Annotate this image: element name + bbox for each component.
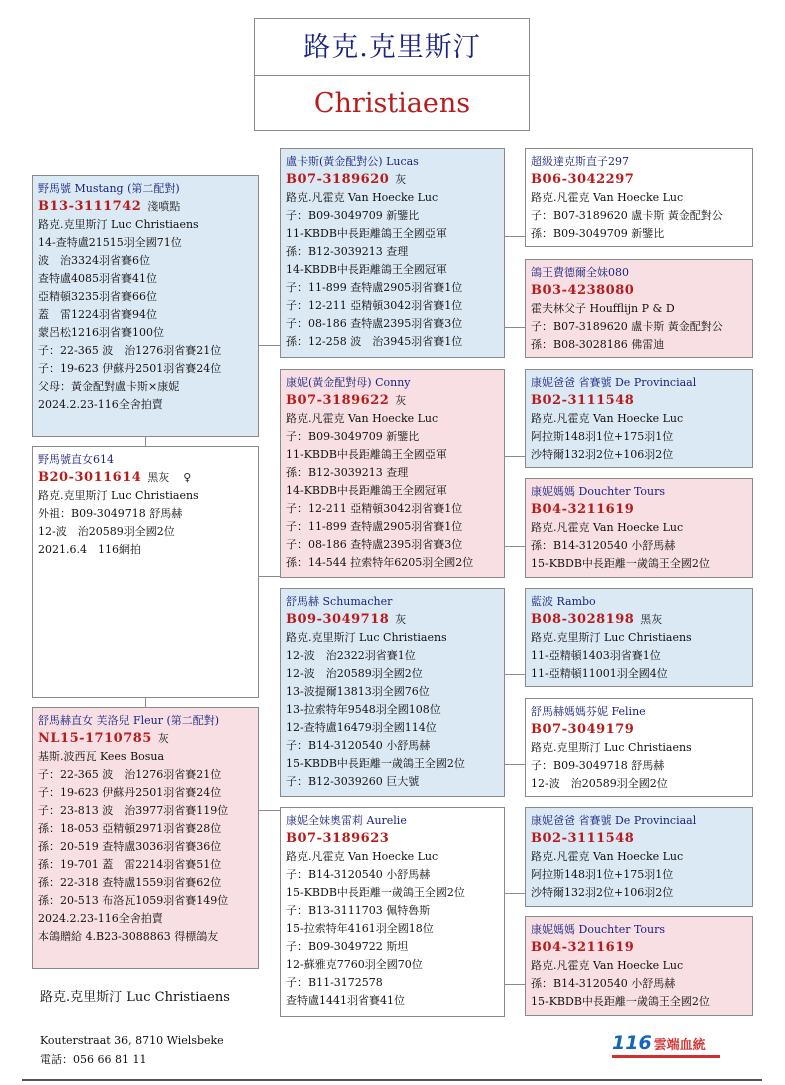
result-line: 子：B09-3049709 新鑒比 [286,209,420,222]
ring-number: B03-4238080 [531,283,635,298]
ring-number: B20-3011614 [38,470,142,485]
result-line: 查特盧4085羽省賽41位 [38,272,157,285]
ring-number: B07-3189622 [286,393,390,408]
result-line: 15-拉索特年4161羽全國18位 [286,922,434,935]
result-line: 子：B11-3172578 [286,976,383,989]
connector-subject1-subject2 [145,436,146,446]
female-symbol-icon: ♀ [183,471,192,484]
pigeon-name: 野馬號直女614 [38,453,114,466]
title-box [254,18,530,131]
pedigree-box-subject1 [32,175,259,437]
result-line: 14-KBDB中長距離鴿王全國冠軍 [286,484,447,497]
result-line: 15-KBDB中長距離一歲鴿王全國2位 [531,557,710,570]
result-line: 子：B12-3039260 巨大號 [286,775,420,788]
ring-row [531,501,747,519]
connector-subject3-aurelie [258,810,280,811]
connector-subject2-subject3 [145,697,146,707]
pigeon-name: 康妮媽媽 Douchter Tours [531,923,666,936]
result-line: 14-查特盧21515羽全國71位 [38,236,182,249]
result-line: 子：B14-3120540 小舒馬赫 [286,868,431,881]
ring-row [531,721,747,739]
result-line: 路克.克里斯汀 Luc Christiaens [38,489,199,502]
result-line: 子：19-623 伊蘇丹2501羽省賽24位 [38,362,222,375]
pigeon-name: 盧卡斯(黃金配對公) Lucas [286,155,419,168]
ring-row [38,198,253,216]
result-line: 15-KBDB中長距離一歲鴿王全國2位 [531,995,710,1008]
result-line: 蒙呂松1216羽省賽100位 [38,326,164,339]
result-line: 12-波 治20589羽全國2位 [286,667,423,680]
connector-schumacher-gg6 [504,764,525,765]
bottom-divider [22,1079,762,1081]
result-line: 孫：B12-3039213 查理 [286,466,409,479]
pigeon-name: 舒馬赫媽媽芬妮 Feline [531,705,646,718]
result-line: 子：08-186 查特盧2395羽省賽3位 [286,317,463,330]
pedigree-box-subject2 [32,446,259,698]
result-line: 12-查特盧16479羽全國114位 [286,721,437,734]
pedigree-box-dam [280,369,505,578]
result-line: 孫：B08-3028186 佛雷迪 [531,338,665,351]
ring-row [286,392,499,410]
result-line: 14-KBDB中長距離鴿王全國冠軍 [286,263,447,276]
connector-subject2-dam [258,576,280,577]
result-line: 2024.2.23-116全舍拍賣 [38,912,163,925]
ring-row [531,282,747,300]
result-line: 15-KBDB中長距離一歲鴿王全國2位 [286,757,465,770]
ring-number: B06-3042297 [531,172,635,187]
result-line: 基斯.波西瓦 Kees Bosua [38,750,165,763]
pedigree-box-gg4 [525,478,753,578]
pigeon-color: 黑灰 [640,613,663,626]
connector-subject1-sire [258,345,280,346]
result-line: 12-蘇雅克7760羽全國70位 [286,958,423,971]
result-line: 蓋 雷1224羽省賽94位 [38,308,157,321]
breeder-phone: 電話：056 66 81 11 [40,1053,147,1066]
result-line: 孫：20-513 布洛瓦1059羽省賽149位 [38,894,229,907]
result-line: 路克.凡霍克 Van Hoecke Luc [531,412,684,425]
result-line: 路克.克里斯汀 Luc Christiaens [531,631,692,644]
result-line: 孫：22-318 查特盧1559羽省賽62位 [38,876,222,889]
title-english: Christiaens [313,88,471,119]
result-line: 亞精頓3235羽省賽66位 [38,290,157,303]
connector-dam-gg3 [504,456,525,457]
ring-number: NL15-1710785 [38,731,152,746]
pedigree-box-gg2 [525,259,753,358]
connector-sire-gg2 [504,327,525,328]
pigeon-name: 康妮媽媽 Douchter Tours [531,485,666,498]
pigeon-name: 藍波 Rambo [531,595,596,608]
pigeon-name: 舒馬赫 Schumacher [286,595,393,608]
result-line: 路克.凡霍克 Van Hoecke Luc [286,191,439,204]
result-line: 子：23-813 波 治3977羽省賽119位 [38,804,229,817]
ring-row [38,730,253,748]
pedigree-box-sire [280,148,505,358]
ring-row [286,830,499,848]
result-line: 12-波 治2322羽省賽1位 [286,649,416,662]
result-line: 孫：18-053 亞精頓2971羽省賽28位 [38,822,222,835]
result-line: 孫：B14-3120540 小舒馬赫 [531,977,676,990]
logo-text: 雲端血統 [653,1038,706,1053]
pedigree-box-aurelie [280,807,505,1017]
result-line: 沙特爾132羽2位+106羽2位 [531,448,674,461]
result-line: 11-KBDB中長距離鴿王全國亞軍 [286,227,447,240]
result-line: 子：B09-3049722 斯坦 [286,940,409,953]
result-line: 路克.凡霍克 Van Hoecke Luc [286,850,439,863]
pedigree-box-gg6 [525,698,753,797]
result-line: 11-KBDB中長距離鴿王全國亞軍 [286,448,447,461]
result-line: 路克.凡霍克 Van Hoecke Luc [286,412,439,425]
pigeon-name: 康妮爸爸 省賽號 De Provinciaal [531,376,697,389]
result-line: 父母：黃金配對盧卡斯×康妮 [38,380,180,393]
pigeon-color: 灰 [395,394,407,407]
pigeon-name: 野馬號 Mustang (第二配對) [38,182,180,195]
pedigree-box-gg3 [525,369,753,468]
pedigree-box-gg5 [525,588,753,687]
result-line: 子：22-365 波 治1276羽省賽21位 [38,768,222,781]
ring-number: B02-3111548 [531,393,635,408]
result-line: 路克.凡霍克 Van Hoecke Luc [531,959,684,972]
result-line: 孫：20-519 查特盧3036羽省賽36位 [38,840,222,853]
ring-number: B04-3211619 [531,502,635,517]
result-line: 路克.凡霍克 Van Hoecke Luc [531,850,684,863]
pigeon-name: 康妮爸爸 省賽號 De Provinciaal [531,814,697,827]
result-line: 13-波提爾13813羽全國76位 [286,685,430,698]
ring-number: B07-3189623 [286,831,390,846]
result-line: 孫：12-258 波 治3945羽省賽1位 [286,335,463,348]
ring-row [531,392,747,410]
ring-number: B09-3049718 [286,612,390,627]
ring-row [531,171,747,189]
ring-row [286,171,499,189]
result-line: 查特盧1441羽省賽41位 [286,994,405,1007]
ring-number: B07-3189620 [286,172,390,187]
result-line: 孫：B12-3039213 查理 [286,245,409,258]
connector-sire-gg1 [504,236,525,237]
ring-row [531,830,747,848]
result-line: 子：11-899 查特盧2905羽省賽1位 [286,520,463,533]
result-line: 子：12-211 亞精頓3042羽省賽1位 [286,299,463,312]
pigeon-name: 康妮(黃金配對母) Conny [286,376,411,389]
logo-number: 116 [612,1032,652,1054]
result-line: 11-亞精頓11001羽全國4位 [531,667,668,680]
ring-number: B13-3111742 [38,199,142,214]
ring-number: B07-3049179 [531,722,635,737]
result-line: 路克.克里斯汀 Luc Christiaens [286,631,447,644]
pigeon-color: 黑灰 [147,471,170,484]
result-line: 本鴿贈給 4.B23-3088863 得標鴿友 [38,930,219,943]
pedigree-box-gg7 [525,807,753,907]
pigeon-color: 灰 [395,613,407,626]
result-line: 12-波 治20589羽全國2位 [531,777,668,790]
breeder-name: 路克.克里斯汀 Luc Christiaens [40,990,230,1005]
result-line: 沙特爾132羽2位+106羽2位 [531,886,674,899]
result-line: 子：B14-3120540 小舒馬赫 [286,739,431,752]
pedigree-box-gg8 [525,916,753,1016]
pedigree-box-subject3 [32,707,259,969]
connector-aurelie-gg7 [504,893,525,894]
result-line: 子：08-186 查特盧2395羽省賽3位 [286,538,463,551]
pedigree-box-schumacher [280,588,505,797]
pigeon-name: 鴿王費德爾全妹080 [531,266,629,279]
ring-row [38,469,253,487]
pigeon-name: 康妮全妹奧雷莉 Aurelie [286,814,407,827]
result-line: 子：B09-3049709 新鑒比 [286,430,420,443]
pigeon-color: 淺噴點 [147,200,181,213]
title-chinese: 路克.克里斯汀 [255,19,529,76]
result-line: 子：B07-3189620 盧卡斯 黃金配對公 [531,320,723,333]
result-line: 2021.6.4 116網拍 [38,543,141,556]
result-line: 2024.2.23-116全舍拍賣 [38,398,163,411]
result-line: 13-拉索特年9548羽全國108位 [286,703,441,716]
result-line: 15-KBDB中長距離一歲鴿王全國2位 [286,886,465,899]
pigeon-color: 灰 [157,732,169,745]
ring-number: B04-3211619 [531,940,635,955]
pedigree-box-gg1 [525,148,753,247]
result-line: 阿拉斯148羽1位+175羽1位 [531,868,674,881]
pigeon-color: 灰 [395,173,407,186]
connector-dam-gg4 [504,546,525,547]
result-line: 路克.克里斯汀 Luc Christiaens [38,218,199,231]
connector-schumacher-gg5 [504,674,525,675]
result-line: 子：11-899 查特盧2905羽省賽1位 [286,281,463,294]
result-line: 12-波 治20589羽全國2位 [38,525,175,538]
ring-row [286,611,499,629]
ring-row [531,611,747,629]
result-line: 路克.凡霍克 Van Hoecke Luc [531,521,684,534]
ring-number: B02-3111548 [531,831,635,846]
ring-number: B08-3028198 [531,612,635,627]
result-line: 霍夫林父子 Houfflijn P & D [531,302,675,315]
result-line: 子：B07-3189620 盧卡斯 黃金配對公 [531,209,723,222]
result-line: 子：22-365 波 治1276羽省賽21位 [38,344,222,357]
connector-aurelie-gg8 [504,984,525,985]
result-line: 外祖：B09-3049718 舒馬赫 [38,507,183,520]
result-line: 子：19-623 伊蘇丹2501羽省賽24位 [38,786,222,799]
pigeon-name: 超級達克斯直子297 [531,155,629,168]
result-line: 孫：B14-3120540 小舒馬赫 [531,539,676,552]
result-line: 子：B09-3049718 舒馬赫 [531,759,665,772]
logo-underline [612,1055,720,1058]
ring-row [531,939,747,957]
breeder-address: Kouterstraat 36, 8710 Wielsbeke [40,1034,224,1047]
result-line: 孫：19-701 蓋 雷2214羽省賽51位 [38,858,222,871]
result-line: 子：B13-3111703 佩特魯斯 [286,904,431,917]
result-line: 阿拉斯148羽1位+175羽1位 [531,430,674,443]
result-line: 路克.克里斯汀 Luc Christiaens [531,741,692,754]
result-line: 孫：B09-3049709 新鑒比 [531,227,665,240]
brand-logo [612,1032,706,1054]
result-line: 11-亞精頓1403羽省賽1位 [531,649,661,662]
result-line: 子：12-211 亞精頓3042羽省賽1位 [286,502,463,515]
result-line: 孫：14-544 拉索特年6205羽全國2位 [286,556,474,569]
pigeon-name: 舒馬赫直女 芙洛兒 Fleur (第二配對) [38,714,220,727]
result-line: 路克.凡霍克 Van Hoecke Luc [531,191,684,204]
result-line: 波 治3324羽省賽6位 [38,254,150,267]
